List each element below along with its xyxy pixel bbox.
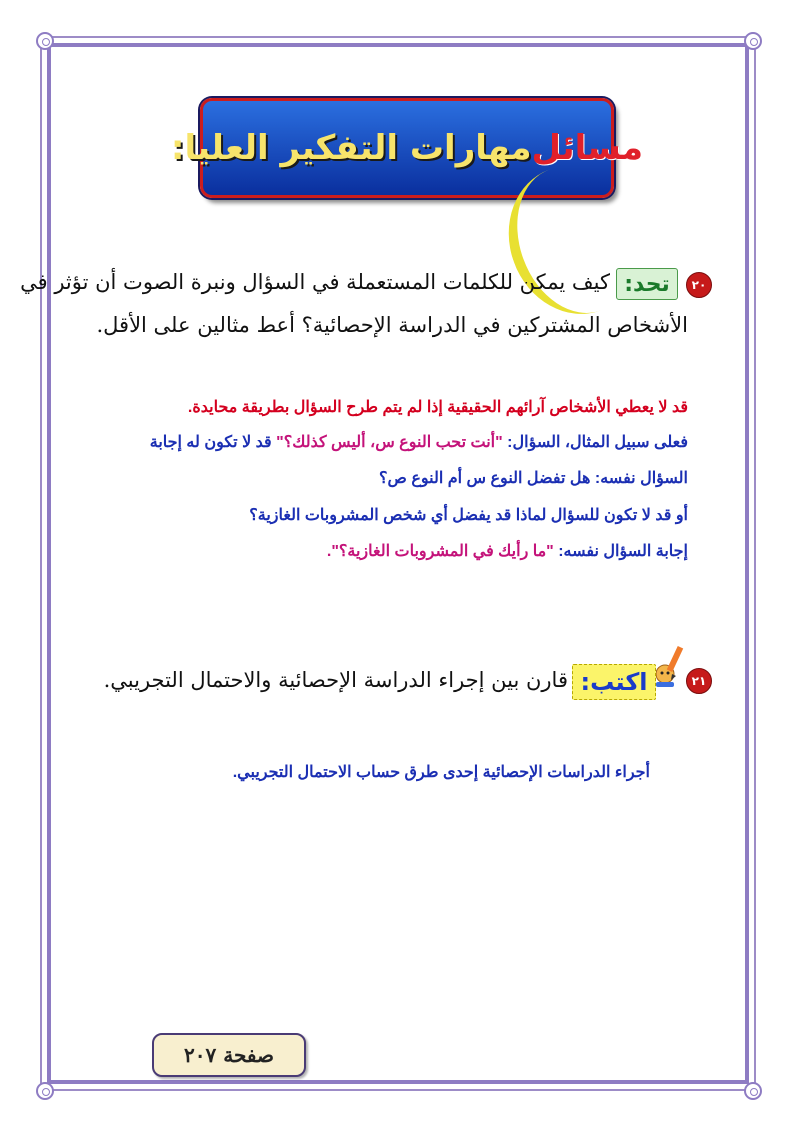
banner-title-red: مسائل	[531, 128, 644, 168]
corner-ornament-icon	[36, 1082, 54, 1100]
question-number-badge: ٢١	[686, 668, 712, 694]
answer-20-line-5	[327, 541, 688, 561]
page-frame-inner	[47, 43, 749, 1084]
question-21-line-1: قارن بين إجراء الدراسة الإحصائية والاحتمال التجريبي.	[103, 668, 568, 692]
question-20-line-2: الأشخاص المشتركين في الدراسة الإحصائية؟ أعط مثالين على الأقل.	[96, 313, 688, 337]
corner-ornament-icon	[744, 1082, 762, 1100]
challenge-tag: تحد:	[616, 268, 678, 300]
answer-21-line-1: أجراء الدراسات الإحصائية إحدى طرق حساب الاحتمال التجريبي.	[232, 764, 650, 781]
banner-title	[170, 101, 644, 195]
section-banner	[170, 98, 644, 198]
answer-20-line-5-pre: إجابة السؤال نفسه:	[553, 543, 688, 560]
banner-title-main: مهارات التفكير العليا:	[170, 128, 532, 168]
answer-20-quote-2: "ما رأيك في المشروبات الغازية؟".	[326, 543, 554, 560]
answer-20-line-2	[150, 432, 688, 452]
question-20-line-1: كيف يمكن للكلمات المستعملة في السؤال ونبرة الصوت أن تؤثر في	[20, 270, 610, 294]
write-tag: اكتب:	[572, 664, 656, 700]
answer-20-line-2-pre: فعلى سبيل المثال، السؤال:	[502, 434, 688, 451]
answer-20-quote-1: "أنت تحب النوع س، أليس كذلك؟"	[276, 434, 503, 451]
corner-ornament-icon	[744, 32, 762, 50]
answer-20-line-4: أو قد لا تكون للسؤال لماذا قد يفضل أي شخص المشروبات الغازية؟	[249, 507, 688, 524]
corner-ornament-icon	[36, 32, 54, 50]
page-number-label: صفحة ٢٠٧	[152, 1033, 306, 1077]
answer-20-line-2-post: قد لا تكون له إجابة	[149, 434, 277, 451]
question-number-badge: ٢٠	[686, 272, 712, 298]
answer-20-line-1: قد لا يعطي الأشخاص آرائهم الحقيقية إذا لم يتم طرح السؤال بطريقة محايدة.	[187, 399, 688, 416]
answer-20-line-3: السؤال نفسه: هل تفضل النوع س أم النوع ص؟	[379, 470, 688, 487]
